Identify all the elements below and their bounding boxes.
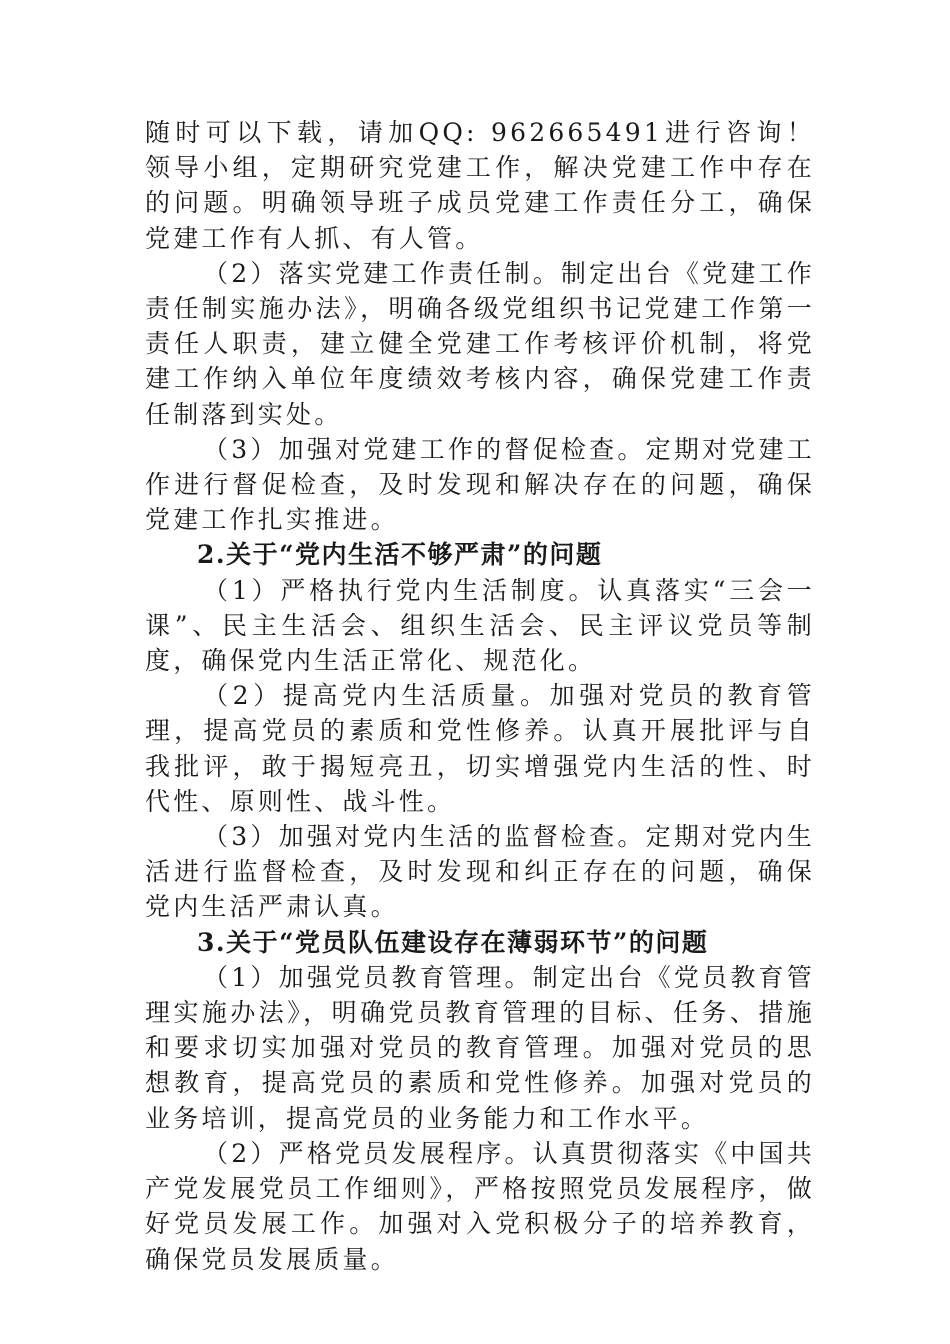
paragraph-member-education: （1）加强党员教育管理。制定出台《党员教育管理实施办法》，明确党员教育管理的目标、任务、措施和要求切实加强对党员的教育管理。加强对党员的思想教育，提高党员的素质和党性修养。加强对党员的业务培训，提高党员的业务能力和工作水平。 [145,962,815,1133]
paragraph-member-development: （2）严格党员发展程序。认真贯彻落实《中国共产党发展党员工作细则》，严格按照党员发展程序，做好党员发展工作。加强对入党积极分子的培养教育，确保党员发展质量。 [145,1138,815,1274]
paragraph-party-life-quality: （2）提高党内生活质量。加强对党员的教育管理，提高党员的素质和党性修养。认真开展批评与自我批评，敢于揭短亮丑，切实增强党内生活的性、时代性、原则性、战斗性。 [145,681,815,816]
section-heading-3: 3.关于“党员队伍建设存在薄弱环节”的问题 [197,927,709,957]
paragraph-leadership-group: 随时可以下载，请加QQ: 962665491进行咨询！ 领导小组，定期研究党建工作，解决党建工作中存在的问题。明确领导班子成员党建工作责任分工，确保党建工作有人抓、有人管。 [145,118,815,253]
document-body [145,115,815,1277]
paragraph-responsibility-system: （2）落实党建工作责任制。制定出台《党建工作责任制实施办法》，明确各级党组织书记党建工作第一责任人职责，建立健全党建工作考核评价机制，将党建工作纳入单位年度绩效考核内容，确保党建工作责任制落到实处。 [145,258,815,429]
paragraph-supervision-inspection: （3）加强对党建工作的督促检查。定期对党建工作进行督促检查，及时发现和解决存在的问题，确保党建工作扎实推进。 [145,434,815,535]
section-heading-2: 2.关于“党内生活不够严肃”的问题 [197,540,603,570]
paragraph-party-life-supervision: （3）加强对党内生活的监督检查。定期对党内生活进行监督检查，及时发现和纠正存在的问题，确保党内生活严肃认真。 [145,822,815,922]
paragraph-party-life-system: （1）严格执行党内生活制度。认真落实“三会一课”、民主生活会、组织生活会、民主评议党员等制度，确保党内生活正常化、规范化。 [145,575,815,676]
